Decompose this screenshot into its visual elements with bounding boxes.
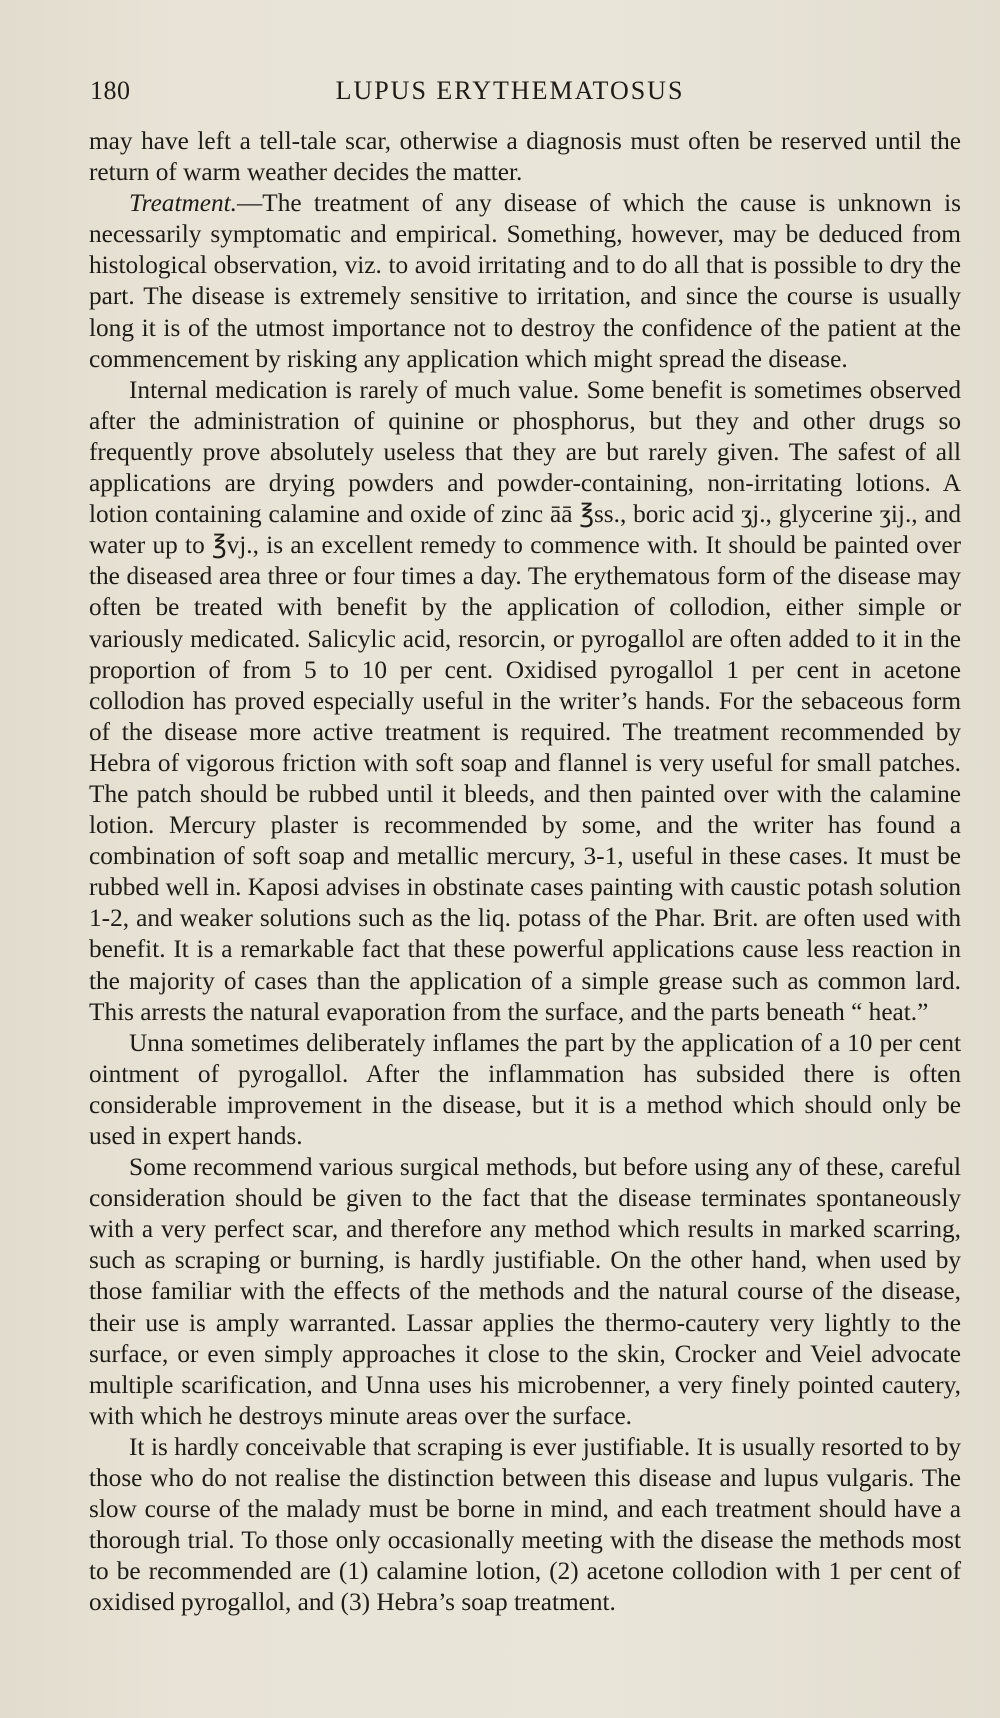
paragraph-text: Internal medication is rarely of much value. Some benefit is sometimes observed after the administration of quinine or phosphorus, but they and other drugs so frequently prove absolutely useless that they are but rarely given. The safest of all applications are drying powders and powder-containing, non-irritating lotions. A lotion containing calamine and oxide of zinc āā ℥ss., boric acid ʒj., glycerine ʒij., and water up to ℥vj., is an excellent remedy to commence with. It should be painted over the diseased area three or four times a day. The erythematous form of the disease may often be treated with benefit by the application of collodion, either simple or variously medicated. Salicylic acid, resorcin, or pyrogallol are often added to it in the proportion of from 5 to 10 per cent. Oxidised pyrogallol 1 per cent in acetone collodion has proved especially useful in the writer’s hands. For the sebaceous form of the disease more active treatment is required. The treatment recommended by Hebra of vigorous friction with soft soap and flannel is very useful for small patches. The patch should be rubbed until it bleeds, and then painted over with the calamine lotion. Mercury plaster is recommended by some, and the writer has found a combination of soft soap and metallic mercury, 3-1, useful in these cases. It must be rubbed well in. Kaposi advises in obstinate cases painting with caustic potash solution 1-2, and weaker solutions such as the liq. potass of the Phar. Brit. are often used with benefit. It is a remarkable fact that these powerful applications cause less reaction in the majority of cases than the application of a simple grease such as common lard. This arrests the natural evaporation from the surface, and the parts beneath “ heat.” (89, 375, 961, 1026)
page-header (90, 76, 930, 116)
running-title: LUPUS ERYTHEMATOSUS (335, 76, 685, 105)
paragraph-text: Unna sometimes deliberately inflames the part by the application of a 10 per cent ointment of pyrogallol. After the inflammation has subsided there is often considerable improvement in the disease, but it is a method which should only be used in expert hands. (89, 1028, 961, 1150)
page-number: 180 (90, 76, 131, 105)
body-text (89, 126, 961, 1619)
section-heading-treatment: Treatment. (129, 189, 237, 218)
paragraph-continuation (89, 126, 961, 188)
paragraph-internal-medication (89, 375, 961, 1028)
paragraph-text: It is hardly conceivable that scraping is ever justifiable. It is usually resorted to by those who do not realise the distinction between this disease and lupus vulgaris. The slow course of the malady must be borne in mind, and each treatment should have a thorough trial. To those only occasionally meeting with the disease the methods most to be recommended are (1) calamine lotion, (2) acetone collodion with 1 per cent of oxidised pyrogallol, and (3) Hebra’s soap treatment. (89, 1432, 961, 1617)
paragraph-surgical-methods (89, 1152, 961, 1432)
paragraph-treatment (89, 188, 961, 375)
paragraph-scraping (89, 1432, 961, 1619)
paragraph-unna (89, 1028, 961, 1152)
paragraph-text: Some recommend various surgical methods, but before using any of these, careful consideration should be given to the fact that the disease terminates spontaneously with a very perfect scar, and therefore any method which results in marked scarring, such as scraping or burning, is hardly justifiable. On the other hand, when used by those familiar with the effects of the methods and the natural course of the disease, their use is amply warranted. Lassar applies the thermo-cautery very lightly to the surface, or even simply approaches it close to the skin, Crocker and Veiel advocate multiple scarification, and Unna uses his microbenner, a very finely pointed cautery, with which he destroys minute areas over the surface. (89, 1153, 961, 1430)
paragraph-text: may have left a tell-tale scar, otherwise a diagnosis must often be reserved until the return of warm weather decides the matter. (89, 127, 961, 187)
paragraph-text: —The treatment of any disease of which the cause is unknown is necessarily symptomatic and empirical. Something, however, may be deduced from histological observation, viz. to avoid irritating and to do all that is possible to dry the part. The disease is extremely sensitive to irritation, and since the course is usually long it is of the utmost importance not to destroy the confidence of the patient at the commencement by risking any application which might spread the disease. (89, 189, 961, 373)
